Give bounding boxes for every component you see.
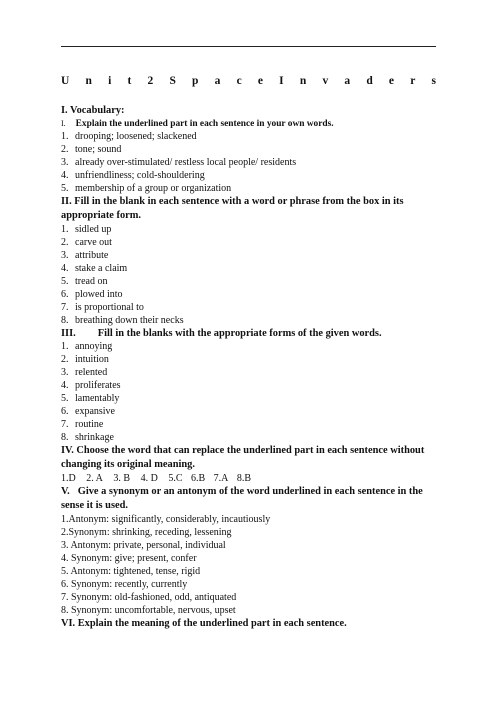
item-number: 5. [61,393,69,404]
title-letter: n [85,75,92,87]
heading-text: Fill in the blanks with the appropriate forms of the given words. [97,328,382,339]
section-heading [61,444,436,472]
item-text: attribute [75,250,109,261]
item-text: shrinkage [75,432,114,443]
list-item [61,405,436,418]
roman-numeral: I. [61,119,66,128]
list-item [61,392,436,405]
item-text: relented [75,367,108,378]
item-text: already over-stimulated/ restless local people/ residents [75,157,297,168]
list-item: 2.Synonym: shrinking, receding, lessening [61,527,232,538]
heading-text-continued: changing its original meaning. [61,459,195,470]
list-item [61,169,436,182]
item-text: expansive [75,406,115,417]
heading-text-continued: sense it is used. [61,500,128,511]
title-letter: t [127,75,132,87]
list-item [61,301,436,314]
list-item: 3. Antonym: private, personal, individual [61,540,226,551]
title-letter: I [279,75,284,87]
item-text: lamentably [75,393,120,404]
item-number: 4. [61,263,69,274]
item-number: 2. [61,144,69,155]
title-letter: s [431,75,436,87]
list-item: 6. Synonym: recently, currently [61,579,188,590]
list-item [61,431,436,444]
list-item [61,275,436,288]
item-text: drooping; loosened; slackened [75,131,197,142]
subheading-text: Explain the underlined part in each sentence in your own words. [75,119,334,129]
item-text: tone; sound [75,144,122,155]
title-letter: c [236,75,242,87]
answer: 3. B [113,473,131,484]
item-text: carve out [75,237,112,248]
list-item: 5. Antonym: tightened, tense, rigid [61,566,201,577]
answer: 8.B [236,473,252,484]
section-subheading [61,117,436,130]
answer-row [61,472,436,485]
list-item [61,262,436,275]
item-text: unfriendliness; cold-shouldering [75,170,205,181]
list-item [61,353,436,366]
title-letter: p [192,75,199,87]
item-number: 1. [61,131,69,142]
title-letter: v [322,75,329,87]
item-number: 6. [61,289,69,300]
section-label: III. [61,328,76,339]
heading-text: IV. Choose the word that can replace the underlined part in each sentence without [61,445,425,456]
list-item [61,340,436,353]
item-number: 5. [61,183,69,194]
item-text: intuition [75,354,109,365]
list-item [61,314,436,327]
section-heading: I. Vocabulary: [61,105,125,116]
item-number: 8. [61,432,69,443]
answer: 1.D [61,473,76,484]
heading-text: Fill in the blank in each sentence with a word or phrase from the box in its [74,196,404,207]
list-item [61,379,436,392]
list-item [61,182,436,195]
list-item [61,288,436,301]
title-letter: e [257,75,263,87]
list-item: 7. Synonym: old-fashioned, odd, antiquated [61,592,237,603]
item-number: 7. [61,302,69,313]
title-letter: a [344,75,351,87]
title-letter: d [366,75,373,87]
item-text: annoying [75,341,113,352]
section-label: V. [61,486,70,497]
title-letter: i [108,75,112,87]
answer: 4. D [140,473,158,484]
answer: 5.C [168,473,183,484]
item-text: routine [75,419,104,430]
item-text: membership of a group or organization [75,183,232,194]
list-item [61,236,436,249]
page-title [61,75,436,87]
list-item [61,223,436,236]
item-text: is proportional to [75,302,144,313]
item-text: proliferates [75,380,121,391]
heading-text-continued: appropriate form. [61,210,142,221]
title-letter: e [388,75,395,87]
section-heading [61,195,436,223]
list-item [61,418,436,431]
title-letter: a [214,75,221,87]
heading-text: Give a synonym or an antonym of the word underlined in each sentence in the [77,486,423,497]
item-text: stake a claim [75,263,128,274]
title-letter: S [169,75,176,87]
document-body [61,104,436,630]
item-number: 6. [61,406,69,417]
item-text: sidled up [75,224,112,235]
item-text: tread on [75,276,108,287]
section-heading [61,327,436,340]
list-item [61,156,436,169]
list-item: 1.Antonym: significantly, considerably, incautiously [61,514,271,525]
list-item [61,143,436,156]
item-text: breathing down their necks [75,315,184,326]
item-number: 7. [61,419,69,430]
header-rule [61,46,436,47]
section-heading: VI. Explain the meaning of the underlined part in each sentence. [61,618,347,629]
item-number: 1. [61,341,69,352]
item-number: 3. [61,250,69,261]
section-heading [61,485,436,513]
item-number: 8. [61,315,69,326]
list-item [61,249,436,262]
answer: 6.B [190,473,206,484]
item-number: 4. [61,380,69,391]
item-text: plowed into [75,289,123,300]
title-letter: 2 [147,75,154,87]
title-letter: U [61,75,70,87]
item-number: 3. [61,157,69,168]
item-number: 4. [61,170,69,181]
section-label: II. [61,196,72,207]
list-item [61,130,436,143]
answer: 7.A [213,473,229,484]
list-item [61,366,436,379]
item-number: 3. [61,367,69,378]
item-number: 1. [61,224,69,235]
list-item: 4. Synonym: give; present, confer [61,553,197,564]
title-letter: r [410,75,416,87]
answer: 2. A [86,473,103,484]
list-item: 8. Synonym: uncomfortable, nervous, upset [61,605,236,616]
item-number: 2. [61,237,69,248]
item-number: 5. [61,276,69,287]
title-letter: n [299,75,307,87]
item-number: 2. [61,354,69,365]
